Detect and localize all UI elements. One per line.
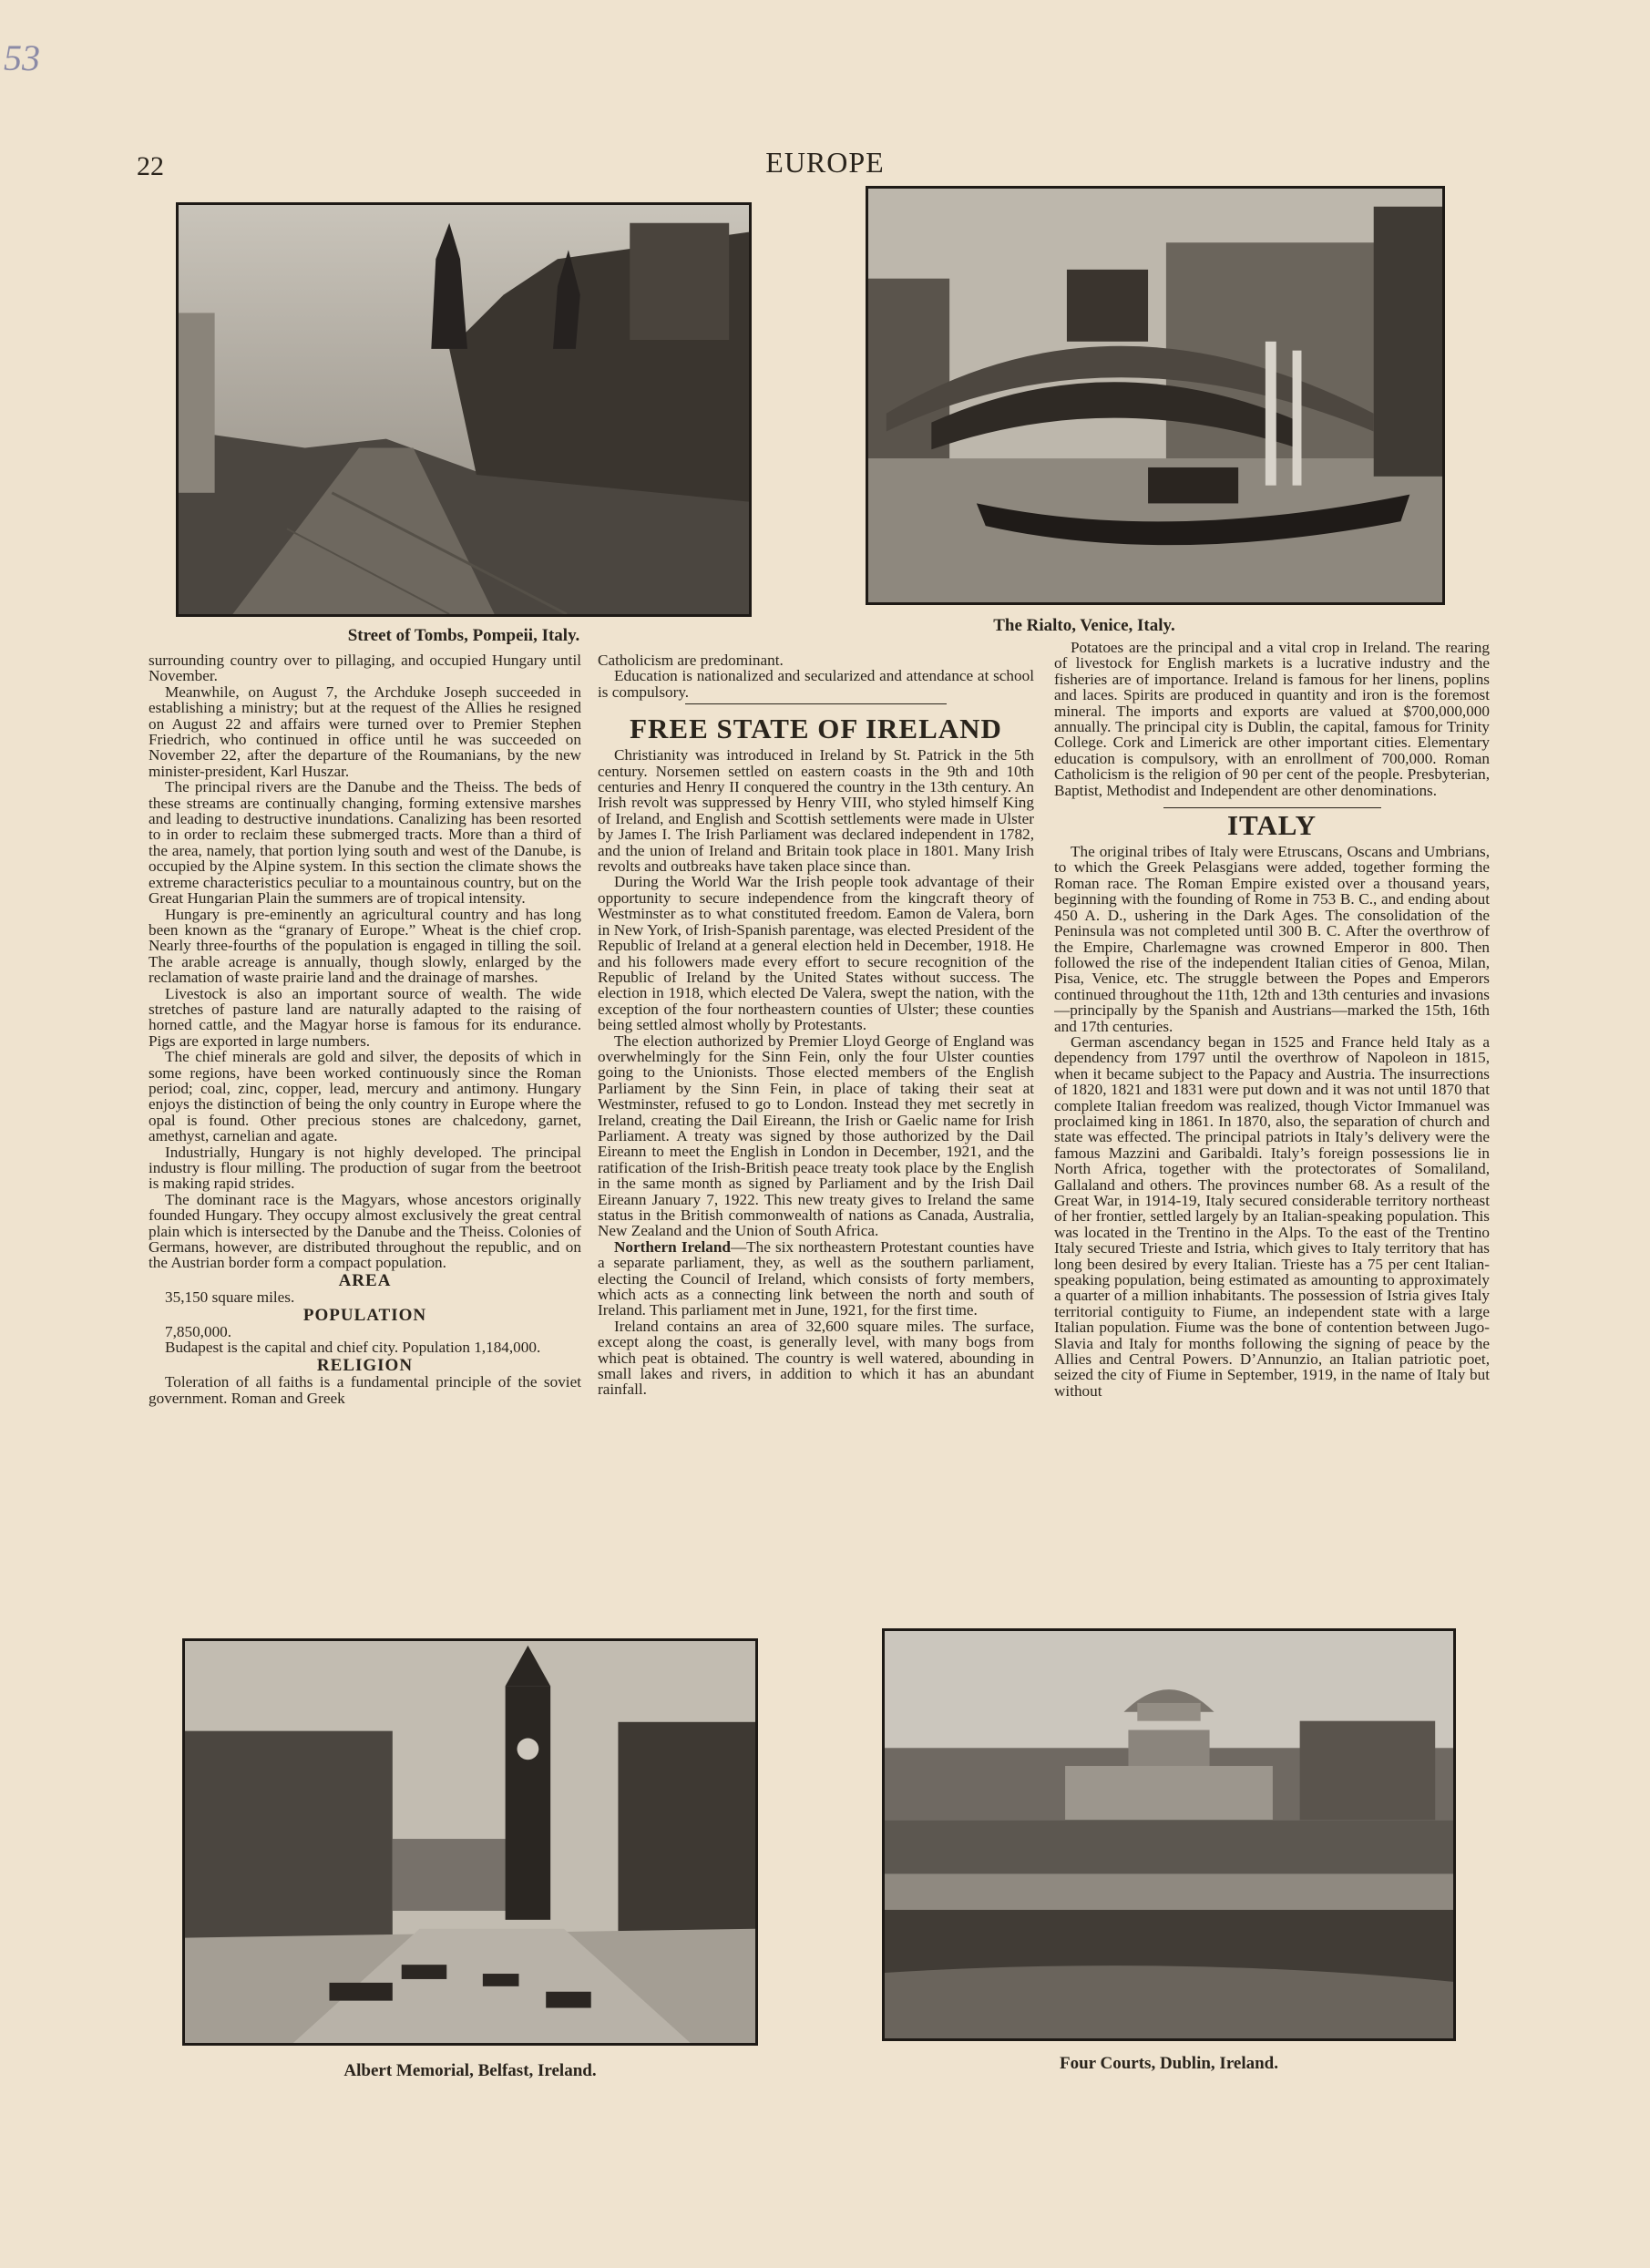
- col2-p4: During the World War the Irish people took advantage of their opportunity to secure independence from the kingcraft theory of Westminster as to what constituted freedom. Eamon de Valera, born in New York, of Irish-Spanish parentage, was elected President of the Republic of Ireland at a general election held in December, 1918. He and his followers made every effort to secure recognition of the Republic of Ireland by the United States without success. The election in 1918, which elected De Valera, swept the nation, with the exception of the four northeastern counties of Ulster; these counties being settled almost wholly by Protestants.: [598, 873, 1034, 1034]
- col1-p4: Hungary is pre-eminently an agricultural country and has long been known as the “granary of Europe.” Wheat is the chief crop. Nearly three-fourths of the population is engaged in tilling the soil. The arable acreage is annually, though slowly, enlarged by the reclamation of waste prairie land and the drainage of marshes.: [149, 905, 581, 987]
- population-heading: POPULATION: [302, 1305, 427, 1325]
- col2-p7: Ireland contains an area of 32,600 square miles. The surface, except along the coast, is generally level, with many bogs from which peat is obtained. The country is well watered, abounding in small lakes and rivers, in addition to which it has an abundant rainfall.: [598, 1317, 1034, 1399]
- pompeii-caption: Street of Tombs, Pompeii, Italy.: [347, 626, 580, 645]
- column-2: [598, 652, 1034, 1622]
- col2-p1: Catholicism are predominant.: [598, 652, 784, 669]
- col1-p2: Meanwhile, on August 7, the Archduke Joseph succeeded in establishing a ministry; but at the request of the Allies he resigned on August 22 and affairs were turned over to Premier Stephen Friedrich, who continued in office until he was succeeded on November 22, after the departure of the Roumanians, by the new minister-president, Karl Huszar.: [149, 682, 581, 780]
- section-rule: [685, 703, 947, 704]
- col2-p3: Christianity was introduced in Ireland by St. Patrick in the 5th century. Norsemen settled on eastern coasts in the 9th and 10th centuries and Henry II conquered the country in the 13th century. An Irish revolt was suppressed by Henry VIII, who styled himself King of Ireland, and English and Scottish settlements were made in Ulster by James I. The Irish Parliament was declared independent in 1782, and the union of Ireland and Britain took place in 1801. Many Irish revolts and outbreaks have taken place since than.: [598, 746, 1034, 876]
- rialto-caption: The Rialto, Venice, Italy.: [993, 616, 1175, 635]
- col2-p6: [598, 1239, 1034, 1319]
- pompeii-photo: [176, 202, 752, 617]
- capital-text: Budapest is the capital and chief city. Population 1,184,000.: [165, 1339, 541, 1357]
- col2-p5: The election authorized by Premier Lloyd George of England was overwhelmingly for the Sinn Fein, only the four Ulster counties going to the Unionists. Those elected members of the English Parliament by the Sinn Fein, in place of taking their seat at Westminster, refused to go to London. Instead they met secretly in Ireland, creating the Dail Eireann, the Irish or Gaelic name for Irish Parliament. A treaty was signed by those authorized by the Dail Eireann to meet the English in London in December, 1921, and the ratification of the Irish-British peace treaty took place by the English in the same month as signed by Parliament and by the Irish Dail Eireann January 7, 1922. This new treaty gives to Ireland the same status in the British commonwealth of nations as Canada, Australia, New Zealand and the Union of South Africa.: [598, 1031, 1034, 1240]
- col1-p1: surrounding country over to pillaging, and occupied Hungary until November.: [149, 652, 581, 685]
- pencil-margin-mark: 53: [4, 37, 40, 78]
- col2-p2: Education is nationalized and secularized and attendance at school is compulsory.: [598, 667, 1034, 701]
- col1-p6: The chief minerals are gold and silver, the deposits of which in some regions, have been worked continuously since the Roman period; coal, zinc, copper, lead, mercury and antimony. Hungary enjoys the distinction of being the only country in Europe where the opal is found. Other precious stones are chalcedony, garnet, amethyst, carnelian and agate.: [149, 1048, 581, 1145]
- col1-p3: The principal rivers are the Danube and the Theiss. The beds of these streams are continually changing, forming extensive marshes and leading to destructive inundations. Canalizing has been resorted to in order to reclaim these submerged tracts. More than a third of the area, namely, that portion lying south and west of the Danube, is occupied by the Alpine system. In this section the climate shows the extreme characteristics peculiar to a mountainous country, but on the Great Hungarian Plain the summers are of tropical intensity.: [149, 778, 581, 908]
- col1-p7: Industrially, Hungary is not highly developed. The principal industry is flour milling. The production of sugar from the beetroot is making rapid strides.: [149, 1143, 581, 1193]
- column-3: [1054, 640, 1490, 1622]
- col3-p3: German ascendancy began in 1525 and France held Italy as a dependency from 1797 until the overthrow of Napoleon in 1815, when it became subject to the Papacy and Austria. The insurrections of 1820, 1821 and 1831 were put down and it was not until 1870 that complete Italian freedom was realized, though Victor Immanuel was proclaimed king in 1861. In 1870, also, the separation of church and state was effected. The principal patriots in Italy’s delivery were the famous Mazzini and Garibaldi. Italy’s foreign possessions lie in North Africa, together with the protectorates of Somaliland, Gallaland and others. The provinces number 68. As a result of the Great War, in 1914-19, Italy secured considerable territory northeast of her frontier, settled largely by an Italian-speaking population. This was located in the Trentino in the Alps. To the east of the Trentino Italy secured Trieste and Istria, which gives to Italy territory that has long been desired by every Italian. Trieste has a 75 per cent Italian-speaking population, being estimated as amounting to approximately a quarter of a million inhabitants. The possession of Istria gives Italy territorial contiguity to Fiume, an independent state with a large Italian population. Fiume was the bone of contention between Jugo-Slavia and Italy for months following the signing of peace by the Allies and Central Powers. D’Annunzio, an Italian patriotic poet, seized the city of Fiume in September, 1919, in the name of Italy but without: [1054, 1032, 1490, 1400]
- ireland-heading: FREE STATE OF IRELAND: [630, 713, 1002, 745]
- northern-ireland-runin: Northern Ireland: [614, 1237, 731, 1256]
- col1-p8: The dominant race is the Magyars, whose ancestors originally founded Hungary. They occupy almost exclusively the great central plain which is intersected by the Danube and the Theiss. Colonies of Germans, however, are distributed throughout the republic, and on the Austrian border form a compact population.: [149, 1190, 581, 1272]
- col3-p1: Potatoes are the principal and a vital crop in Ireland. The rearing of livestock for English markets is a lucrative industry and the fisheries are of importance. Ireland is famous for her linens, poplins and laces. Spirits are produced in quantity and iron is the foremost mineral. The imports and exports are valued at $700,000,000 annually. The principal city is Dublin, the capital, famous for Trinity College. Cork and Limerick are other important cities. Elementary education is compulsory, with an enrollment of 700,000. Roman Catholicism is the religion of 90 per cent of the people. Presbyterian, Baptist, Methodist and Independent are other denominations.: [1054, 640, 1490, 799]
- religion-text: Toleration of all faiths is a fundamental principle of the soviet government. Roman and Greek: [149, 1373, 581, 1407]
- area-text: 35,150 square miles.: [165, 1288, 295, 1307]
- page-number: 22: [137, 151, 164, 181]
- section-rule-2: [1163, 807, 1381, 808]
- religion-heading: RELIGION: [316, 1355, 414, 1375]
- rialto-photo: [866, 186, 1445, 605]
- column-1: [149, 652, 581, 1622]
- col1-p5: Livestock is also an important source of wealth. The wide stretches of pasture land are naturally adapted to the raising of horned cattle, and the Magyar horse is famous for its endurance. Pigs are exported in large numbers.: [149, 984, 581, 1050]
- dublin-photo: [882, 1628, 1456, 2041]
- col2-p6-text: —The six northeastern Protestant counties have a separate parliament, they, as well as the southern parliament, electing the Council of Ireland, which consists of forty members, which acts as a connecting link between the north and south of Ireland. This parliament met in June, 1921, for the first time.: [598, 1237, 1034, 1319]
- italy-heading: ITALY: [1226, 809, 1317, 842]
- running-head: EUROPE: [765, 146, 885, 179]
- population-text: 7,850,000.: [165, 1323, 232, 1341]
- belfast-caption: Albert Memorial, Belfast, Ireland.: [343, 2061, 597, 2080]
- area-heading: AREA: [338, 1270, 392, 1290]
- belfast-photo: [182, 1638, 758, 2046]
- dublin-caption: Four Courts, Dublin, Ireland.: [1059, 2054, 1278, 2073]
- col3-p2: The original tribes of Italy were Etruscans, Oscans and Umbrians, to which the Greek Pelasgians were added, together forming the Roman race. The Roman Empire existed over a thousand years, beginning with the founding of Rome in 753 B. C., and ending about 450 A. D., ushering in the Dark Ages. The consolidation of the Peninsula was not completed until 300 B. C. After the overthrow of the Empire, Charlemagne was crowned Emperor in 800. Then followed the rise of the independent Italian cities of Genoa, Milan, Pisa, Venice, etc. The struggle between the Popes and Emperors continued throughout the 11th, 12th and 13th centuries and invasions—principally by the Spanish and Austrians—marked the 15th, 16th and 17th centuries.: [1054, 843, 1490, 1035]
